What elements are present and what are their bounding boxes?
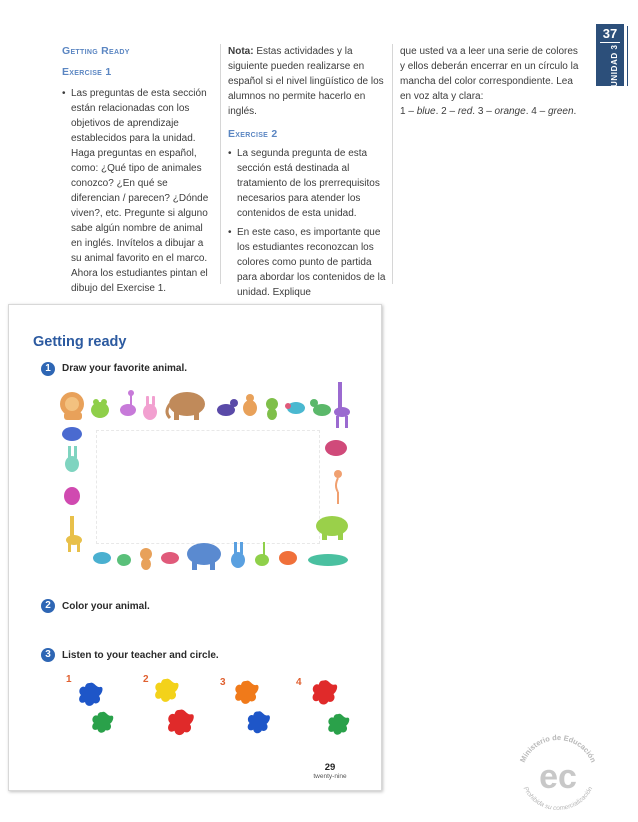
seq-word: orange bbox=[494, 106, 526, 117]
seq-word: blue bbox=[416, 106, 436, 117]
item-number: 2 bbox=[143, 674, 149, 685]
item-number: 1 bbox=[66, 674, 72, 685]
exercise-2-note-1: • La segunda pregunta de esta sección está destinada al tratamiento de los prerrequisitos necesarios para atender los contenidos de esta unidad. bbox=[228, 146, 386, 221]
exercise-1-note: • Las preguntas de esta sección están relacionadas con los objetivos de aprendizaje establecidos para la unidad. Haga preguntas en español, como: ¿Qué tipo de animales conozco? ¿En qué se diferencian / parecen? ¿Dónde viven?, etc. Pregunte si alguno sabe algún nombre de animal en inglés. Invítelos a dibujar a su animal favorito en el marco. Ahora los estudiantes pintan el dibujo del Exercise 1. bbox=[62, 86, 212, 296]
svg-text:ec: ec bbox=[539, 758, 577, 796]
book-section-title: Getting ready bbox=[33, 334, 127, 350]
unit-label: UNIDAD 3 bbox=[610, 44, 619, 87]
elephant-icon bbox=[167, 392, 205, 420]
tab-edge-line bbox=[627, 26, 628, 86]
book-page-number: 29 bbox=[324, 762, 336, 773]
blue-splat[interactable] bbox=[248, 711, 270, 733]
exercise-2-badge: 2 bbox=[41, 599, 55, 613]
elephant-icon bbox=[187, 543, 221, 570]
seq-number: 4 – bbox=[531, 106, 546, 117]
seq-number: 3 – bbox=[477, 106, 492, 117]
notes-column-3 bbox=[400, 44, 584, 119]
unit-tab bbox=[596, 24, 624, 86]
exercise-2-instructions: que usted va a leer una serie de colores y ellos deberán encerrar en un círculo la mancha del color correspondiente. Lea en voz alta y clara: bbox=[400, 46, 579, 102]
nota-label: Nota: bbox=[228, 46, 254, 57]
fox-icon bbox=[279, 551, 297, 565]
svg-text:Ministerio de Educación: Ministerio de Educación bbox=[517, 732, 599, 764]
rabbit-icon bbox=[143, 396, 157, 420]
zebra-icon bbox=[310, 399, 331, 416]
dog-icon bbox=[93, 552, 111, 564]
animal-frame-illustration bbox=[50, 376, 360, 580]
red-splat[interactable] bbox=[313, 680, 338, 704]
yellow-splat[interactable] bbox=[155, 679, 178, 702]
pig-icon bbox=[161, 552, 179, 564]
seq-number: 1 – bbox=[400, 106, 414, 117]
exercise-2-note-2: • En este caso, es importante que los estudiantes reconozcan los colores como punto de partida para abordar los contenidos de la unidad. Explique bbox=[228, 225, 386, 300]
column-divider bbox=[392, 44, 393, 284]
bird-icon bbox=[64, 487, 80, 505]
crocodile-icon bbox=[308, 554, 348, 566]
color-splats bbox=[60, 672, 360, 742]
giraffe-icon bbox=[66, 516, 82, 552]
exercise-1-badge: 1 bbox=[41, 362, 55, 376]
exercise-2-heading: Exercise 2 bbox=[228, 128, 278, 140]
column-divider bbox=[220, 44, 221, 284]
rabbit-icon bbox=[65, 446, 79, 472]
exercise-1-heading: Exercise 1 bbox=[62, 66, 112, 78]
monkey-icon bbox=[266, 398, 278, 420]
item-number: 3 bbox=[220, 677, 226, 688]
book-page-words: twenty-nine bbox=[313, 773, 347, 780]
cow-icon bbox=[285, 402, 305, 414]
page-number: 37 bbox=[602, 26, 618, 41]
section-title: Getting Ready bbox=[62, 45, 130, 57]
seq-word: green bbox=[547, 106, 574, 117]
exercise-3-instruction: Listen to your teacher and circle. bbox=[62, 650, 219, 661]
seq-word: red bbox=[457, 106, 473, 117]
green-splat[interactable] bbox=[92, 712, 113, 733]
hedgehog-icon bbox=[62, 427, 82, 441]
nota-text: Estas actividades y la siguiente pueden realizarse en español si el nivel lingüístico de los alumnos no permite hacerlo en inglés. bbox=[228, 46, 384, 117]
cat-icon bbox=[243, 394, 257, 416]
monkey-icon bbox=[140, 548, 152, 570]
flamingo-icon bbox=[334, 470, 342, 504]
exercise-3-badge: 3 bbox=[41, 648, 55, 662]
hedgehog-icon bbox=[325, 440, 347, 456]
lion-icon bbox=[60, 392, 84, 420]
frog-icon bbox=[91, 399, 109, 418]
ostrich-icon bbox=[120, 390, 136, 416]
red-splat[interactable] bbox=[168, 710, 194, 736]
nota-paragraph bbox=[228, 44, 386, 119]
giraffe-icon bbox=[334, 382, 350, 428]
ostrich-icon bbox=[255, 542, 269, 566]
exercise-2-instruction: Color your animal. bbox=[62, 601, 150, 612]
color-sequence: 1 – blue. 2 – red. 3 – orange. 4 – green. bbox=[400, 106, 577, 117]
tab-rule bbox=[600, 42, 620, 43]
item-number: 4 bbox=[296, 677, 302, 688]
svg-text:Prohibida su comercialización: Prohibida su comercialización bbox=[521, 785, 595, 813]
green-splat[interactable] bbox=[328, 714, 349, 735]
exercise-1-instruction: Draw your favorite animal. bbox=[62, 363, 188, 374]
ministry-watermark-stamp bbox=[508, 722, 608, 822]
seq-number: 2 – bbox=[441, 106, 456, 117]
frog-icon bbox=[117, 554, 131, 566]
notes-column-2 bbox=[228, 44, 386, 300]
orange-splat[interactable] bbox=[235, 681, 258, 704]
blue-splat[interactable] bbox=[79, 683, 102, 706]
rabbit-icon bbox=[231, 542, 245, 568]
notes-column-1 bbox=[62, 44, 212, 296]
dog-icon bbox=[217, 399, 238, 416]
elephant-icon bbox=[316, 516, 348, 540]
